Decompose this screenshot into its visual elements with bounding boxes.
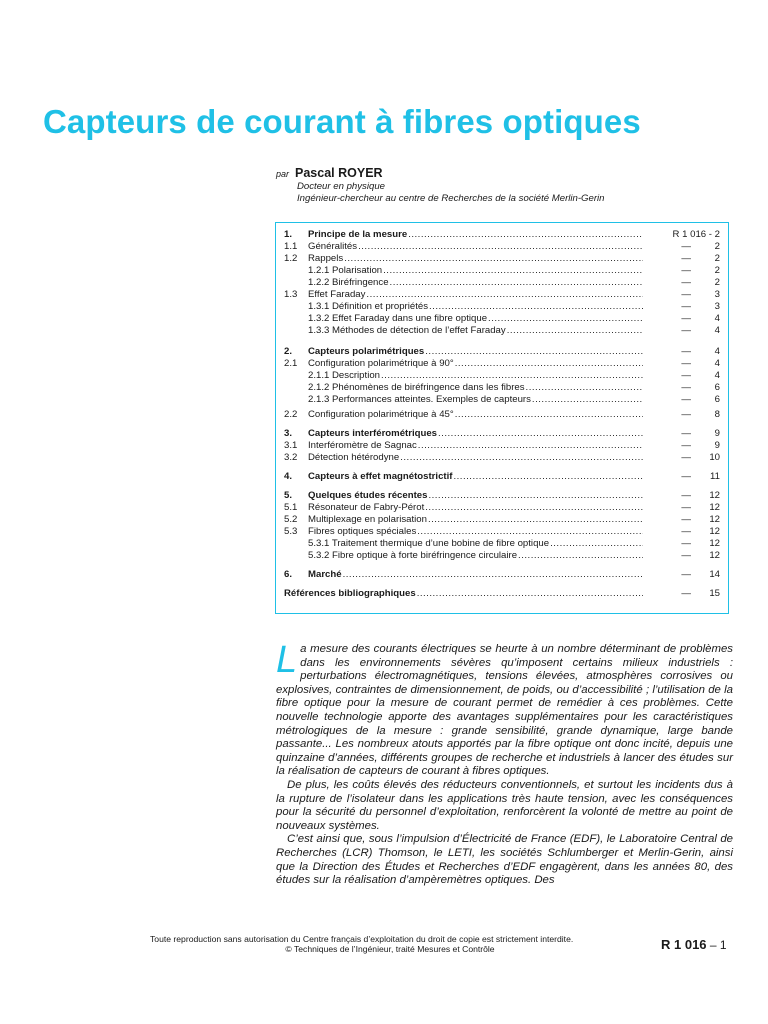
toc-entry	[284, 325, 720, 337]
toc-dash: —	[681, 409, 691, 420]
toc-dash: —	[681, 289, 691, 300]
toc-dash: —	[681, 471, 691, 482]
toc-dash: —	[681, 313, 691, 324]
toc-title	[308, 409, 643, 421]
toc-number: 2.2	[284, 409, 298, 420]
toc-page-number: 4	[714, 325, 720, 336]
toc-label: 2.1.3 Performances atteintes. Exemples de capteurs	[308, 394, 531, 405]
toc-label: Rappels	[308, 253, 344, 264]
toc-label: Références bibliographiques	[284, 588, 416, 599]
toc-entry	[284, 588, 720, 600]
toc-dash: —	[681, 394, 691, 405]
toc-page-number: R 1 016 - 2	[672, 229, 720, 240]
toc-page-number: 3	[714, 289, 720, 300]
toc-number: 5.	[284, 490, 293, 501]
toc-label: Capteurs polarimétriques	[308, 346, 425, 357]
toc-title	[308, 265, 643, 277]
toc-label: 1.2.2 Biréfringence	[308, 277, 389, 288]
toc-page-number: 2	[714, 253, 720, 264]
paragraph: De plus, les coûts élevés des réducteurs conventionnels, et surtout les incidents dus à la rupture de l’isolateur dans les applications très haute tension, avec les conséquences pour la sécurité du personnel d’exploitation, renforcèrent la volonté de mettre au point de nouveaux systèmes.	[276, 778, 733, 832]
toc-page-number: 4	[714, 346, 720, 357]
toc-dash: —	[681, 490, 691, 501]
toc-dash: —	[681, 370, 691, 381]
toc-page-number: 12	[709, 502, 720, 513]
toc-entry	[284, 490, 720, 502]
toc-page-number: 2	[714, 277, 720, 288]
toc-leader-dots	[383, 265, 643, 277]
toc-page-number: 14	[709, 569, 720, 580]
toc-entry	[284, 313, 720, 325]
toc-leader-dots	[438, 428, 643, 440]
toc-dash: —	[681, 526, 691, 537]
toc-entry	[284, 301, 720, 313]
author-affiliation: Ingénieur-chercheur au centre de Recherches de la société Merlin-Gerin	[297, 193, 605, 204]
toc-title	[308, 277, 643, 289]
toc-label: Quelques études récentes	[308, 490, 428, 501]
toc-label: Capteurs à effet magnétostrictif	[308, 471, 453, 482]
toc-dash: —	[681, 358, 691, 369]
toc-label: Effet Faraday	[308, 289, 366, 300]
toc-leader-dots	[366, 289, 643, 301]
toc-page-number: 10	[709, 452, 720, 463]
toc-leader-dots	[532, 394, 643, 406]
toc-leader-dots	[400, 452, 643, 464]
toc-label: 5.3.2 Fibre optique à forte biréfringence circulaire	[308, 550, 518, 561]
toc-page-number: 9	[714, 440, 720, 451]
toc-dash: —	[681, 382, 691, 393]
toc-title	[308, 289, 643, 301]
toc-number: 1.2	[284, 253, 298, 264]
toc-entry	[284, 370, 720, 382]
toc-leader-dots	[428, 514, 643, 526]
toc-title	[308, 301, 643, 313]
toc-title	[308, 241, 643, 253]
toc-number: 3.	[284, 428, 293, 439]
toc-leader-dots	[381, 370, 643, 382]
toc-label: 2.1.2 Phénomènes de biréfringence dans les fibres	[308, 382, 525, 393]
toc-title	[308, 526, 643, 538]
toc-label: 1.3.3 Méthodes de détection de l’effet Faraday	[308, 325, 506, 336]
toc-entry	[284, 440, 720, 452]
toc-dash: —	[681, 253, 691, 264]
toc-title	[308, 370, 643, 382]
toc-dash: —	[681, 325, 691, 336]
toc-title	[308, 253, 643, 265]
toc-page-number: 9	[714, 428, 720, 439]
toc-label: Résonateur de Fabry-Pérot	[308, 502, 425, 513]
toc-leader-dots	[455, 409, 643, 421]
toc-entry	[284, 241, 720, 253]
toc-page-number: 12	[709, 550, 720, 561]
toc-number: 3.1	[284, 440, 298, 451]
toc-label: Multiplexage en polarisation	[308, 514, 427, 525]
toc-leader-dots	[428, 490, 643, 502]
toc-title	[308, 358, 643, 370]
toc-title	[308, 452, 643, 464]
toc-entry	[284, 502, 720, 514]
toc-leader-dots	[518, 550, 643, 562]
toc-number: 1.1	[284, 241, 298, 252]
author-line	[276, 165, 383, 180]
copyright-notice: Toute reproduction sans autorisation du Centre français d’exploitation du droit de copie est strictement interdite.	[150, 934, 574, 944]
toc-number: 2.1	[284, 358, 298, 369]
toc-title	[308, 325, 643, 337]
toc-dash: —	[681, 514, 691, 525]
toc-number: 5.3	[284, 526, 298, 537]
toc-number: 1.3	[284, 289, 298, 300]
toc-entry	[284, 382, 720, 394]
toc-number: 4.	[284, 471, 293, 482]
toc-dash: —	[681, 428, 691, 439]
toc-entry	[284, 452, 720, 464]
toc-dash: —	[681, 265, 691, 276]
toc-entry	[284, 514, 720, 526]
toc-leader-dots	[358, 241, 643, 253]
table-of-contents	[275, 222, 729, 614]
toc-dash: —	[681, 346, 691, 357]
toc-leader-dots	[425, 502, 643, 514]
toc-entry	[284, 569, 720, 581]
toc-entry	[284, 428, 720, 440]
toc-title	[308, 346, 643, 358]
toc-entry	[284, 289, 720, 301]
toc-entry	[284, 471, 720, 483]
toc-page-number: 8	[714, 409, 720, 420]
toc-title	[308, 538, 643, 550]
toc-leader-dots	[453, 471, 643, 483]
toc-dash: —	[681, 452, 691, 463]
paragraph	[276, 639, 733, 779]
toc-number: 5.2	[284, 514, 298, 525]
page-title: Capteurs de courant à fibres optiques	[43, 103, 641, 140]
toc-page-number: 12	[709, 514, 720, 525]
toc-leader-dots	[344, 253, 643, 265]
toc-leader-dots	[425, 346, 643, 358]
toc-label: 2.1.1 Description	[308, 370, 380, 381]
toc-entry	[284, 394, 720, 406]
toc-number: 1.	[284, 229, 293, 240]
publisher-line: © Techniques de l’Ingénieur, traité Mesures et Contrôle	[285, 944, 495, 954]
toc-page-number: 12	[709, 490, 720, 501]
toc-entry	[284, 277, 720, 289]
toc-title	[284, 588, 643, 600]
toc-leader-dots	[418, 440, 643, 452]
toc-dash: —	[681, 569, 691, 580]
toc-page-number: 2	[714, 265, 720, 276]
toc-dash: —	[681, 241, 691, 252]
toc-entry	[284, 346, 720, 358]
toc-entry	[284, 538, 720, 550]
toc-entry	[284, 265, 720, 277]
toc-label: Détection hétérodyne	[308, 452, 400, 463]
toc-page-number: 12	[709, 526, 720, 537]
toc-dash: —	[681, 550, 691, 561]
toc-title	[308, 471, 643, 483]
toc-entry	[284, 550, 720, 562]
toc-label: 5.3.1 Traitement thermique d’une bobine de fibre optique	[308, 538, 550, 549]
toc-title	[308, 394, 643, 406]
author-name: Pascal ROYER	[295, 166, 383, 180]
toc-title	[308, 382, 643, 394]
toc-number: 2.	[284, 346, 293, 357]
toc-title	[308, 569, 643, 581]
toc-dash: —	[681, 301, 691, 312]
toc-leader-dots	[455, 358, 643, 370]
toc-page-number: 4	[714, 370, 720, 381]
toc-dash: —	[681, 588, 691, 599]
document-ref: R 1 016	[661, 937, 707, 952]
toc-label: Principe de la mesure	[308, 229, 408, 240]
toc-leader-dots	[488, 313, 643, 325]
toc-leader-dots	[390, 277, 643, 289]
toc-title	[308, 229, 643, 241]
toc-page-number: 15	[709, 588, 720, 599]
author-prefix: par	[276, 169, 290, 179]
toc-page-number: 6	[714, 382, 720, 393]
toc-title	[308, 490, 643, 502]
toc-entry	[284, 526, 720, 538]
toc-page-number: 2	[714, 241, 720, 252]
toc-title	[308, 313, 643, 325]
toc-title	[308, 428, 643, 440]
paragraph: C’est ainsi que, sous l’impulsion d’Électricité de France (EDF), le Laboratoire Central de Recherches (LCR) Thomson, le LETI, les sociétés Schlumberger et Merlin-Gerin, ainsi que la Direction des Études et Recherches d’EDF engagèrent, dans les années 80, des études sur la réalisation d’ampèremètres optiques. Des	[276, 833, 733, 887]
toc-entry	[284, 409, 720, 421]
toc-page-number: 11	[710, 471, 720, 482]
toc-title	[308, 502, 643, 514]
toc-leader-dots	[429, 301, 643, 313]
toc-leader-dots	[526, 382, 643, 394]
toc-label: Configuration polarimétrique à 45°	[308, 409, 454, 420]
toc-dash: —	[681, 277, 691, 288]
toc-label: Fibres optiques spéciales	[308, 526, 417, 537]
toc-number: 3.2	[284, 452, 298, 463]
toc-dash: —	[681, 538, 691, 549]
page-reference	[661, 937, 727, 952]
author-affiliation: Docteur en physique	[297, 181, 385, 192]
toc-entry	[284, 253, 720, 265]
toc-page-number: 12	[709, 538, 720, 549]
toc-leader-dots	[408, 229, 643, 241]
toc-label: Capteurs interférométriques	[308, 428, 438, 439]
toc-label: Généralités	[308, 241, 358, 252]
toc-leader-dots	[507, 325, 643, 337]
paragraph-text: a mesure des courants électriques se heurte à un nombre déterminant de problèmes dans les environnements sévères qu’imposent certains milieux industriels : perturbations électromagnétiques, tensions élevées, atmosphères corrosives ou explosives, contraintes de dimensionnement, de poids, ou d’accessibilité ; l’utilisation de la fibre optique pour la mesure de courant permet de remédier à ces problèmes. Cette nouvelle technologie apporte des avantages supplémentaires pour les caractéristiques métrologiques de la mesure : grande sensibilité, grande dynamique, large bande passante... Les nombreux atouts apportés par la fibre optique ont donc incité, depuis une quinzaine d’années, différents groupes de recherche et industriels à lancer des études sur la réalisation de capteurs de courant à fibres optiques.	[276, 643, 733, 778]
toc-label: 1.3.1 Définition et propriétés	[308, 301, 428, 312]
toc-page-number: 4	[714, 358, 720, 369]
toc-label: Interféromètre de Sagnac	[308, 440, 417, 451]
toc-title	[308, 550, 643, 562]
toc-dash: —	[681, 440, 691, 451]
toc-leader-dots	[417, 588, 643, 600]
toc-number: 5.1	[284, 502, 298, 513]
toc-title	[308, 440, 643, 452]
body-text	[276, 639, 733, 888]
toc-leader-dots	[343, 569, 643, 581]
toc-number: 6.	[284, 569, 293, 580]
toc-title	[308, 514, 643, 526]
page-number: – 1	[706, 938, 727, 952]
toc-label: 1.3.2 Effet Faraday dans une fibre optique	[308, 313, 488, 324]
toc-label: Configuration polarimétrique à 90°	[308, 358, 454, 369]
toc-dash: —	[681, 502, 691, 513]
toc-page-number: 4	[714, 313, 720, 324]
toc-page-number: 3	[714, 301, 720, 312]
toc-label: Marché	[308, 569, 342, 580]
toc-leader-dots	[417, 526, 643, 538]
drop-cap: L	[276, 639, 298, 681]
toc-entry	[284, 229, 720, 241]
toc-entry	[284, 358, 720, 370]
toc-label: 1.2.1 Polarisation	[308, 265, 383, 276]
toc-leader-dots	[550, 538, 643, 550]
toc-page-number: 6	[714, 394, 720, 405]
